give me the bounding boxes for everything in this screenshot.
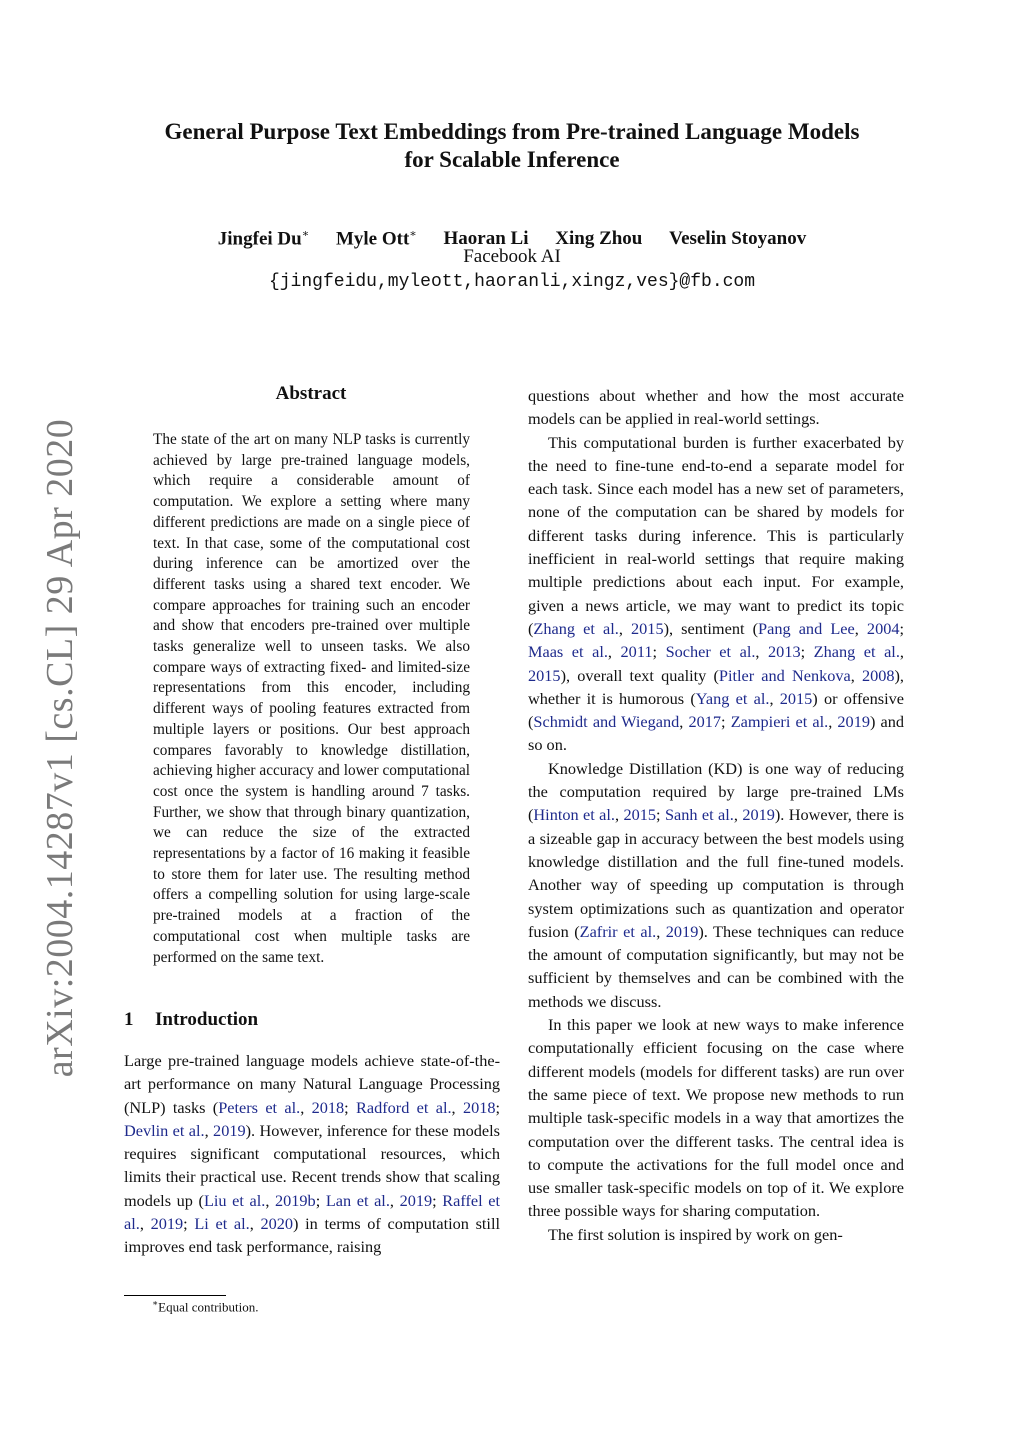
section-title: Introduction [155,1009,259,1030]
paragraph-text: , [451,1097,463,1117]
citation-link[interactable]: 2008 [861,665,895,685]
citation-link[interactable]: 2019 [665,921,699,941]
citation-link[interactable]: 2004 [866,618,900,638]
paragraph-text: , [607,642,621,662]
citation-link[interactable]: Raffel et al. [124,1190,500,1234]
paragraph-text: , [249,1214,261,1234]
paragraph-text: , [854,618,867,638]
citation-link[interactable]: Zafrir et al. [579,921,657,941]
author-name: Veselin Stoyanov [669,228,807,250]
paper-title [0,118,1024,174]
citation-link[interactable]: Socher et al. [665,642,756,662]
paragraph-text: , [679,712,689,732]
paragraph-text: ) or offensive ( [528,688,905,732]
paragraph-text: ) in terms of computation still improves end task performance, raising [124,1214,501,1257]
author-mark: ∗ [409,228,417,240]
right-column [528,384,904,1246]
paragraph-text: ; [183,1214,195,1234]
citation-link[interactable]: Pitler and Nenkova [718,665,851,685]
author-emails: {jingfeidu,myleott,haoranli,xingz,ves}@fb.com [268,272,756,292]
paragraph-text: , [389,1190,400,1210]
footnote [152,1298,259,1315]
citation-link[interactable]: Lan et al. [325,1190,390,1210]
paragraph-text: ) and so on. [528,712,905,755]
paragraph-text: ), overall text quality ( [560,665,719,685]
citation-link[interactable]: Radford et al. [356,1097,452,1117]
section-number: 1 [124,1009,134,1030]
paragraph-text: ; [656,805,665,825]
paragraph-text: , [618,618,632,638]
paragraph-text: The first solution is inspired by work on gen- [548,1224,843,1244]
intro-paragraph [124,1049,500,1259]
paragraph [528,1013,904,1223]
citation-link[interactable]: 2015 [528,665,561,685]
citation-link[interactable]: Peters et al. [218,1097,301,1117]
paragraph-text: This computational burden is further exacerbated by the need to fine-tune end-to-end a separate model for each task. Since each model has a new set of parameters, none of the computation can be shared by models for different tasks during inference. This is particularly inefficient in real-world settings that require making multiple predictions about each input. For example, given a news article, we may want to predict its topic ( [528,432,904,638]
author-name: Xing Zhou [555,228,643,250]
citation-link[interactable]: 2018 [462,1097,496,1117]
paragraph-text: , [828,712,838,732]
paragraph-text: ; [721,712,731,732]
citation-link[interactable]: Li et al. [194,1214,250,1234]
paragraph-text: , [656,921,666,941]
citation-link[interactable]: Zampieri et al. [730,712,829,732]
paragraph-text: In this paper we look at new ways to make inference computationally efficient focusing on the case where different models (models for different tasks) are run over the same piece of text. We propose new methods to run multiple task-specific models in a way that amortizes the computation over the different tasks. The central idea is to compute the activations for the full model once and use smaller task-specific models on top of it. We explore three possible ways for sharing computation. [528,1015,904,1221]
author-mark: ∗ [301,228,310,240]
paragraph-text: ; [899,618,905,638]
title-line-1: General Purpose Text Embeddings from Pre-trained Language Models [164,119,860,144]
paragraph [528,431,904,757]
citation-link[interactable]: Maas et al. [528,642,608,662]
citation-link[interactable]: 2019 [399,1190,433,1210]
citation-link[interactable]: Hinton et al. [533,805,615,825]
affiliation: Facebook AI [463,246,561,267]
citation-link[interactable]: Liu et al. [203,1190,266,1210]
paragraph [528,1223,904,1246]
paragraph [528,384,904,431]
author-name: Haoran Li [443,228,529,250]
citation-link[interactable]: 2019 [213,1120,246,1140]
citation-link[interactable]: Yang et al. [695,688,770,708]
arxiv-stamp: arXiv:2004.14287v1 [cs.CL] 29 Apr 2020 [39,418,81,1078]
paragraph-text: ; [315,1190,326,1210]
citation-link[interactable]: 2013 [768,642,801,662]
abstract-heading: Abstract [275,383,347,404]
paragraph-text: ), sentiment ( [663,618,759,638]
author-name: Jingfei Du [217,228,302,250]
citation-link[interactable]: Zhang et al. [813,642,900,662]
citation-link[interactable]: 2020 [260,1214,294,1234]
citation-link[interactable]: Sanh et al. [664,805,734,825]
citation-link[interactable]: 2017 [688,712,722,732]
paragraph-text: ). However, there is a sizeable gap in accuracy between the best models using knowledge distillation and the full fine-tuned models. Another way of speeding up computation is through system optimizations such as quantization and operator fusion ( [528,805,905,941]
paragraph-text: ), whether it is humorous ( [528,665,905,708]
paragraph [528,757,904,1013]
paragraph-text: , [899,642,904,662]
footnote-mark: ∗ [152,1298,159,1308]
citation-link[interactable]: 2015 [623,805,657,825]
paragraph-text: , [265,1190,275,1210]
paragraph-text: ). These techniques can reduce the amount of computation significantly, but may not be sufficient by themselves and can be combined with the methods we discuss. [528,921,905,1011]
citation-link[interactable]: Zhang et al. [533,618,619,638]
paragraph-text: ). However, inference for these models requires significant computational resources, which limits their practical use. Recent trends show that scaling models up ( [124,1120,501,1210]
author-name: Myle Ott [335,228,410,250]
footnote-rule [124,1295,226,1296]
paragraph-text: , [733,805,743,825]
paragraph-text: , [139,1214,151,1234]
citation-link[interactable]: 2018 [311,1097,345,1117]
citation-link[interactable]: 2015 [779,688,813,708]
citation-link[interactable]: Pang and Lee [758,618,855,638]
citation-link[interactable]: 2011 [620,642,653,662]
title-line-2: for Scalable Inference [404,147,620,172]
citation-link[interactable]: 2019 [837,712,870,732]
paragraph-text: Large pre-trained language models achieve state-of-the-art performance on many Natural Language Processing (NLP) tasks ( [124,1051,500,1117]
citation-link[interactable]: 2019 [742,805,775,825]
citation-link[interactable]: 2019 [150,1214,184,1234]
footnote-text: Equal contribution. [158,1299,259,1315]
paragraph-text: , [300,1097,312,1117]
paragraph-text: ; [495,1097,501,1117]
paragraph-text: , [204,1120,214,1140]
paragraph-text: , [769,688,780,708]
paragraph-text: Knowledge Distillation (KD) is one way of reducing the computation required by large pre-trained LMs ( [528,758,904,825]
citation-link[interactable]: Devlin et al. [124,1120,205,1140]
paragraph-text: ; [652,642,666,662]
paragraph-text: , [755,642,769,662]
abstract-text: The state of the art on many NLP tasks is currently achieved by large pre-trained language models, which require a considerable amount of computation. We explore a setting where many different predictions are made on a single piece of text. In that case, some of the computational cost during inference can be amortized over the different tasks using a shared text encoder. We compare approaches for training such an encoder and show that encoders pre-trained over multiple tasks generalize well to unseen tasks. We also compare ways of extracting fixed- and limited-size representations from this encoder, including different ways of pooling features extracted from multiple layers or positions. Our best approach compares favorably to knowledge distillation, achieving higher accuracy and lower computational cost once the system is handling around 7 tasks. Further, we show that through binary quantization, we can reduce the size of the extracted representations by a factor of 16 making it feasible to store them for later use. The resulting method offers a compelling solution for using large-scale pre-trained models at a fraction of the computational cost when multiple tasks are performed on the same text. [153,431,470,966]
paragraph-text: , [850,665,862,685]
section-heading-introduction [124,1009,258,1031]
paragraph-text: , [615,805,624,825]
citation-link[interactable]: Schmidt and Wiegand [533,712,680,732]
paragraph-text: ; [800,642,814,662]
paragraph-text: questions about whether and how the most accurate models can be applied in real-world settings. [528,386,904,429]
citation-link[interactable]: 2015 [631,618,664,638]
paragraph-text: ; [432,1190,443,1210]
citation-link[interactable]: 2019b [274,1190,316,1210]
paragraph-text: ; [344,1097,356,1117]
